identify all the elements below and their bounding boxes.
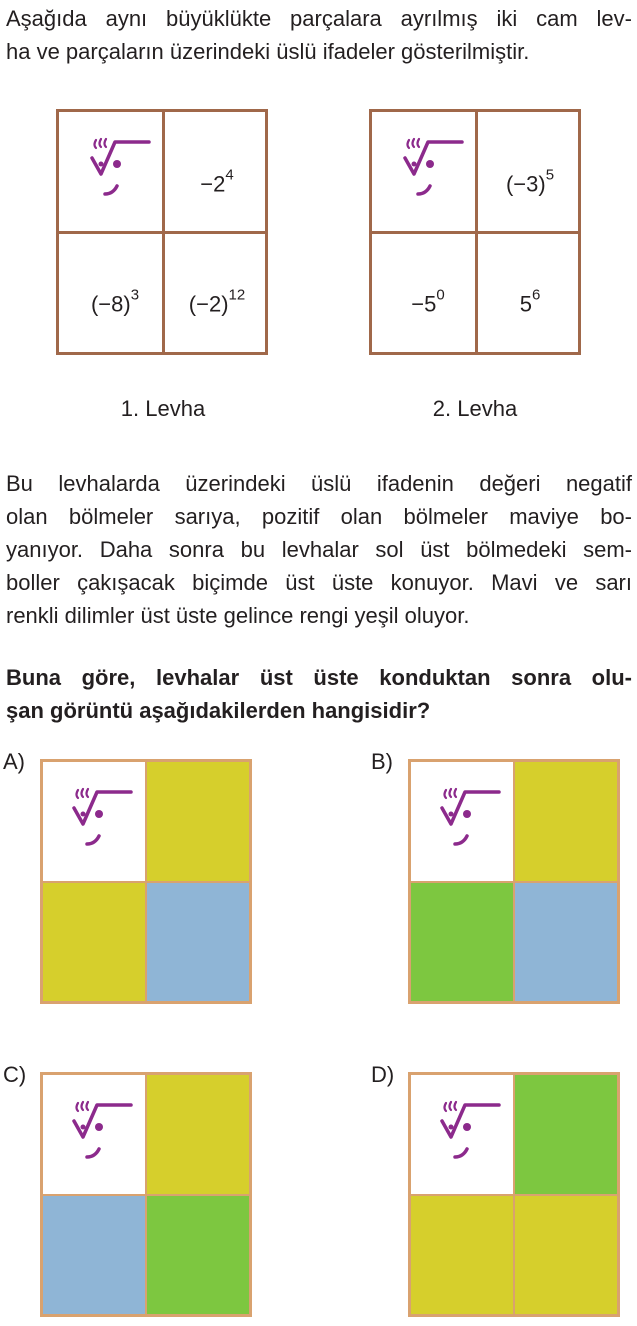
quadrant-bottom-left — [43, 1196, 145, 1315]
description-line: olan bölmeler sarıya, pozitif olan bölmeler maviye bo- — [6, 504, 632, 529]
exponent: 5 — [545, 166, 555, 184]
base: 5 — [519, 291, 532, 317]
levha2-bottom-right-expr — [519, 286, 541, 317]
levha1-top-right-expr — [200, 166, 234, 197]
levha1-bottom-left-expr — [90, 286, 140, 317]
quadrant-top-left — [43, 1075, 145, 1194]
face-symbol-icon — [87, 136, 157, 206]
exponent: 3 — [130, 286, 140, 304]
base: −5 — [411, 291, 437, 317]
option-c-label[interactable]: C) — [3, 1062, 27, 1087]
option-a-grid[interactable] — [40, 759, 252, 1004]
quadrant-top-right — [515, 762, 617, 881]
base: −2 — [200, 171, 226, 197]
quadrant-top-left — [43, 762, 145, 881]
face-symbol-icon — [400, 136, 470, 206]
quadrant-bottom-right — [515, 883, 617, 1002]
intro-paragraph — [6, 2, 632, 68]
levha2-caption: 2. Levha — [432, 396, 518, 421]
face-symbol-icon — [69, 786, 139, 856]
option-d-grid[interactable] — [408, 1072, 620, 1317]
exponent: 0 — [436, 286, 445, 304]
levha1-caption: 1. Levha — [120, 396, 206, 421]
quadrant-top-left — [411, 1075, 513, 1194]
quadrant-bottom-left — [43, 883, 145, 1002]
description-line: renkli dilimler üst üste gelince rengi yeşil oluyor. — [6, 603, 470, 628]
exponent: 4 — [225, 166, 234, 184]
intro-line: Aşağıda aynı büyüklükte parçalara ayrılmış iki cam lev- — [6, 6, 632, 31]
levha2-top-right-expr — [505, 166, 555, 197]
option-d-label[interactable]: D) — [371, 1062, 395, 1087]
description-paragraph — [6, 467, 632, 632]
base: (−8) — [90, 291, 131, 317]
quadrant-bottom-left — [411, 1196, 513, 1315]
option-a-label[interactable]: A) — [3, 749, 25, 774]
description-line: boller çakışacak biçimde üst üste konuyor. Mavi ve sarı — [6, 570, 632, 595]
option-b-label[interactable]: B) — [371, 749, 393, 774]
question-line: şan görüntü aşağıdakilerden hangisidir? — [6, 698, 431, 723]
quadrant-bottom-left — [411, 883, 513, 1002]
exponent: 12 — [228, 286, 246, 304]
quadrant-top-left — [411, 762, 513, 881]
option-c-grid[interactable] — [40, 1072, 252, 1317]
face-symbol-icon — [437, 1099, 507, 1169]
levha1-bottom-right-expr — [188, 286, 246, 317]
quadrant-top-right — [147, 1075, 249, 1194]
base: (−2) — [188, 291, 229, 317]
levha-2 — [369, 109, 581, 355]
intro-line: ha ve parçaların üzerindeki üslü ifadeler gösterilmiştir. — [6, 39, 530, 64]
quadrant-bottom-right — [147, 1196, 249, 1315]
quadrant-top-right — [515, 1075, 617, 1194]
description-line: Bu levhalarda üzerindeki üslü ifadenin değeri negatif — [6, 471, 632, 496]
exponent: 6 — [531, 286, 541, 304]
face-symbol-icon — [437, 786, 507, 856]
description-line: yanıyor. Daha sonra bu levhalar sol üst bölmedeki sem- — [6, 537, 632, 562]
quadrant-bottom-right — [515, 1196, 617, 1315]
face-symbol-icon — [69, 1099, 139, 1169]
quadrant-top-right — [147, 762, 249, 881]
question-paragraph — [6, 661, 632, 727]
base: (−3) — [505, 171, 546, 197]
levha-1 — [56, 109, 268, 355]
quadrant-bottom-right — [147, 883, 249, 1002]
option-b-grid[interactable] — [408, 759, 620, 1004]
levha2-bottom-left-expr — [411, 286, 445, 317]
question-line: Buna göre, levhalar üst üste konduktan sonra olu- — [6, 665, 632, 690]
